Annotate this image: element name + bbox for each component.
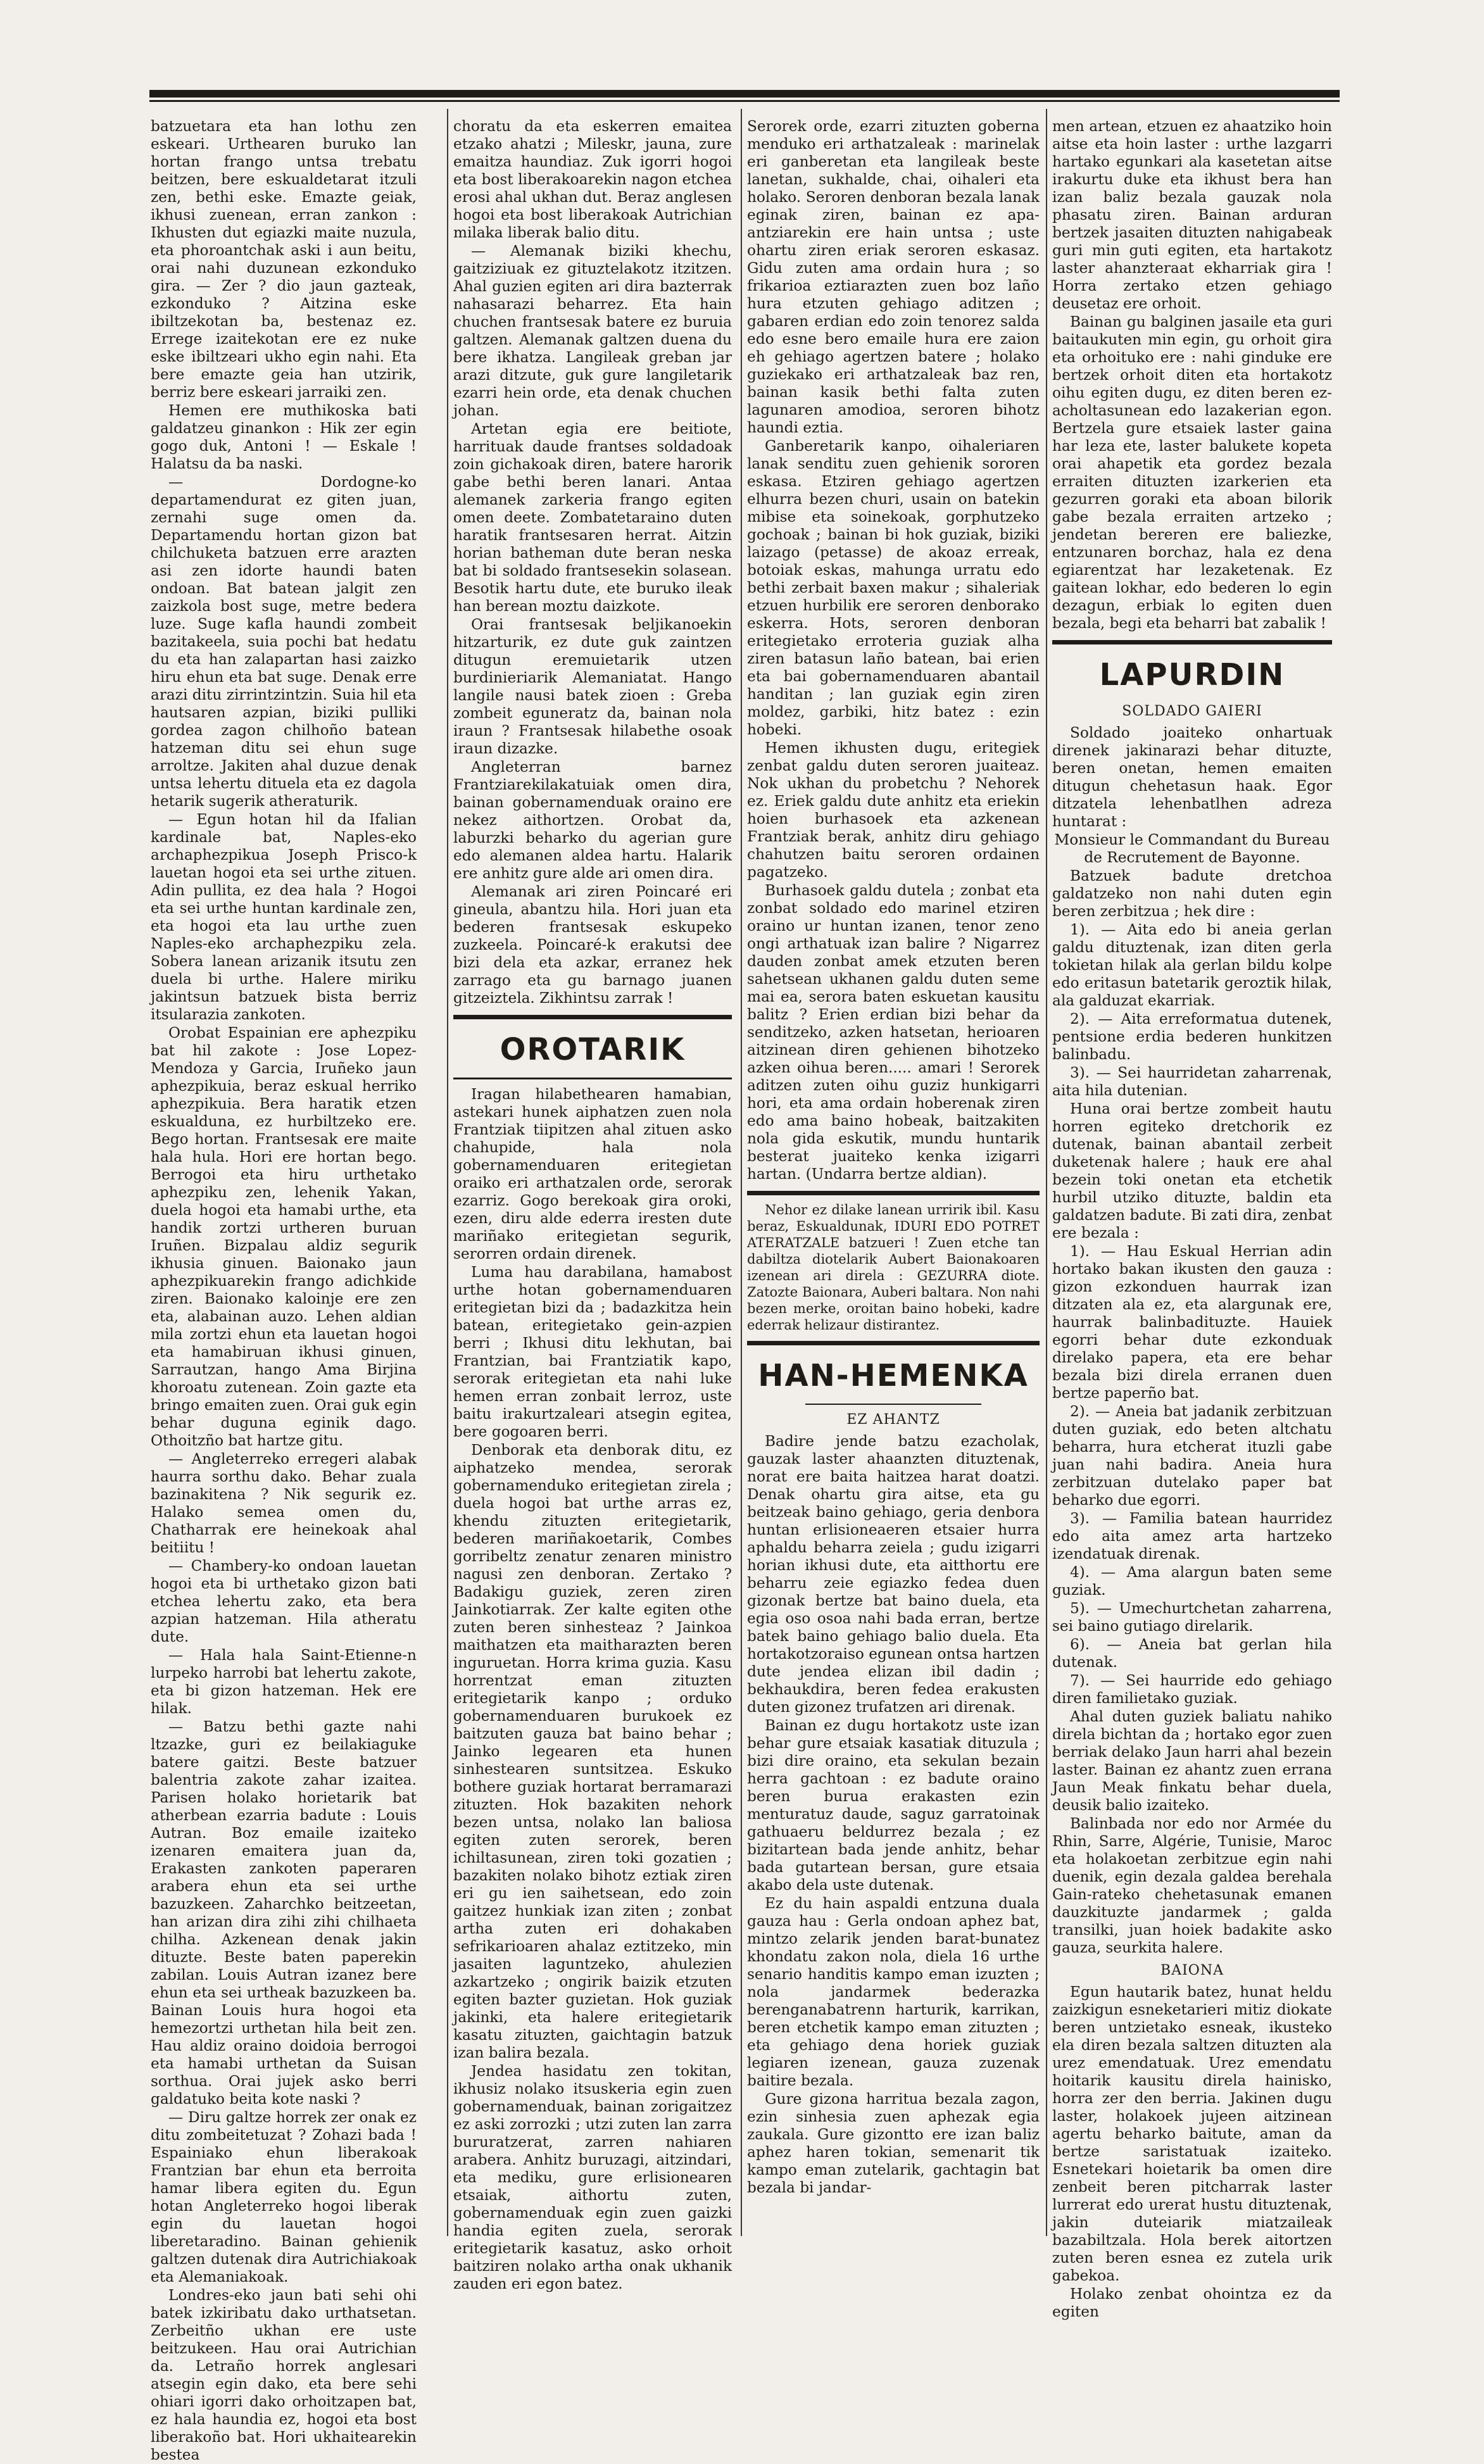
paragraph: — Alemanak biziki khechu, gaitziziuak ez gituztelakotz itzitzen. Ahal guzien egiten ari dira bazterrak nahasarazi beharrez. Eta hain chuchen frantsesak batere ez buruia galtzen. Alemanak galtzen duena du bere ikhatza. Langileak greban jar arazi ditzute, guk gure langiletarik ezarri hein orde, eta denak chuchen johan. bbox=[453, 242, 732, 419]
paragraph: 1). — Aita edo bi aneia gerlan galdu dituztenak, izan diten gerla tokietan hilak ala gerlan bildu kolpe edo eritasun batetarik geroztik hilak, ala galduzat ekarriak. bbox=[1052, 921, 1332, 1009]
paragraph: Serorek orde, ezarri zituzten goberna menduko eri arthatzaleak : marinelak eri ganberetan eta langileak beste lanetan, sukhalde, chai, oihaleri eta holako. Seroren denboran bezala lanak eginak ziren, bainan ez apa-antziarekin ere hain untsa ; uste ohartu ziren eriak seroren eskasaz. Gidu zuten ama ordain hura ; so frikarioa eztiarazten zuen boz laño hura etzuten gehiago aditzen ; gabaren erdian edo zoin tenorez salda edo esne bero emaile hura ere zaion eh gehiago agertzen batere ; holako guziekako eri arthatzaleak baz ren, bainan kasik bethi falta zuten lagunaren amodioa, seroren bihotz haundi eztia. bbox=[747, 118, 1040, 436]
paragraph: Huna orai bertze zombeit hautu horren egiteko dretchorik ez dutenak, bainan abantail zerbeit duketenak halere ; hauk ere ahal bezein toki onetan eta etchetik hurbil utziko dituzte, baldin eta galdatzen badute. Bi zati dira, zenbat ere bezala : bbox=[1052, 1100, 1332, 1241]
header-rule bbox=[149, 90, 1340, 97]
paragraph: Burhasoek galdu dutela ; zonbat eta zonbat soldado edo marinel etziren oraino ur huntan izanen, tenor zeno ongi arthatuak izan balire ? Nigarrez dauden zonbat amek etzuten beren sahetsean ukhanen galdu duten seme mai ea, serora baten eskuetan kausitu balitz ? Erien erdian bizi behar da senditzeko, azken hatsetan, herioaren aitzinean diren gehienen bihotzeko azken oihua beren..... amari ! Serorek aditzen zuten oihu guziz hunkigarri hori, eta ama ordain hoberenak ziren edo ama baino hobeak, baitzakiten nola gida eskutik, mundu huntarik besterat juaiteko kenka izigarri hartan. (Undarra bertze aldian). bbox=[747, 882, 1040, 1183]
section-rule bbox=[453, 1078, 732, 1079]
paragraph: 7). — Sei haurride edo gehiago diren familietako guziak. bbox=[1052, 1672, 1332, 1707]
paragraph: — Hala hala Saint-Etienne-n lurpeko harrobi bat lehertu zakote, eta bi gizon hatzeman. Hek ere hilak. bbox=[151, 1647, 417, 1717]
paragraph: Luma hau darabilana, hamabost urthe hotan gobernamenduaren eritegietan bizi da ; badazkitza hein batean, eritegietako gein-azpien berri ; Ikhusi ditu lekhutan, bai Frantzian, bai Frantziatik kapo, serorak eritegietan eta nahi luke hemen erran zonbait lerroz, uste baitu irakurtzaleari atsegin egitea, bere gogoaren berri. bbox=[453, 1264, 732, 1440]
paragraph: — Angleterreko erregeri alabak haurra sorthu dako. Behar zuala bazinakitena ? Nik segurik ez. Halako semea omen du, Chatharrak ere heinekoak ahal beitiitu ! bbox=[151, 1450, 417, 1556]
subheading-baiona: BAIONA bbox=[1160, 1963, 1224, 1978]
column-4 bbox=[1052, 118, 1332, 2320]
column-2 bbox=[453, 118, 732, 2292]
paragraph: — Egun hotan hil da Ifalian kardinale bat, Naples-eko archaphezpikua Joseph Prisco-k lauetan hogoi eta sei urthe zituen. Adin pullita, ez dea hala ? Hogoi eta sei urthe huntan kardinale zen, eta hogoi eta lau urthe zuen Naples-eko archaphezpiku zela. Sobera lanean arizanik itsutu zen duela bi urthe. Halere miriku jakintsun batzuek bista berriz itsularazia zankoten. bbox=[151, 811, 417, 1023]
paragraph: Angleterran barnez Frantziarekilakatuiak omen dira, bainan gobernamenduak oraino ere nekez aithortzen. Orobat da, laburzki beharko du agerian gure edo alemanen aldea hartu. Halarik ere anhitz gure alde ari omen dira. bbox=[453, 758, 732, 882]
paragraph: Ez du hain aspaldi entzuna duala gauza hau : Gerla ondoan aphez bat, mintzo zelarik jenden barat-bunatez khondatu zakon nola, diela 16 urthe senario handitis kampo eman izuzten ; nola jandarmek bederazka berenganabatrenn harturik, karrikan, beren etchetik kampo eman zituzten ; eta gehiago dena horiek guziak legiaren izenean, gauza zuzenak baitire bezala. bbox=[747, 1895, 1040, 2089]
paragraph: Bainan gu balginen jasaile eta guri baitaukuten min egin, gu orhoit gira eta orhoituko ere : nahi ginduke ere bertzek orhoit diten eta hortakotz oihu egiten dugu, ez diten beren ez-acholtasunean edo lazakerian egon. Bertzela gure etsaiek laster gaina har leza ete, laster balukete kopeta orai ahapetik eta gordez bezala erraiten dituzten izarkerien eta gezurren goraki eta aboan bilorik gabe bezala erraiten artzeko ; jendetan bereren ere baliezke, entzunaren borchaz, hala ez dena egiarentzat har lezaketenak. Ez gaitean lokhar, edo bederen lo egin dezagun, erbiak lo egiten duen bezala, begi eta beharri bat zabalik ! bbox=[1052, 313, 1332, 632]
paragraph: Ahal duten guziek baliatu nahiko direla bichtan da ; hortako egor zuen berriak delako Jaun harri ahal bezein laster. Bainan ez ahantz zuen errana Jaun Meak finkatu behar duela, deusik balio izaiteko. bbox=[1052, 1708, 1332, 1814]
paragraph: Holako zenbat ohointza ez da egiten bbox=[1052, 2285, 1332, 2320]
paragraph: 3). — Familia batean haurridez edo aita amez arta hartzeko izendatuak direnak. bbox=[1052, 1510, 1332, 1562]
paragraph: Jendea hasidatu zen tokitan, ikhusiz nolako itsuskeria egin zuen gobernamenduak, bainan zorigaitzez ez aski zorrozki ; utzi zuten lan zarra bururatzerat, zarren nahiaren arabera. Anhitz buruzagi, aitzindari, eta mediku, gure erlisionearen etsaiak, aithortu zuten, gobernamenduak egin zuen gaizki handia egiten zuela, serorak eritegietarik kasatuz, asko orhoit baitziren nolako artha onak ukhanik zauden eri egon batez. bbox=[453, 2063, 732, 2292]
paragraph: Hemen ikhusten dugu, eritegiek zenbat galdu duten seroren juaiteaz. Nok ukhan du probetchu ? Nehorek ez. Eriek galdu dute anhitz eta eriekin hoien burhasoek eta azkenean Frantziak berak, anhitz diru gehiago chahutzen baitu seroren ordainen pagatzeko. bbox=[747, 739, 1040, 881]
paragraph: Egun hautarik batez, hunat heldu zaizkigun esneketarieri mitiz diokate beren untzietako esneak, ikusteko ela diren bezala saltzen dituzten ala urez emendatuak. Urez emendatu hoitarik kausitu direla hainisko, horra zer den berria. Jakinen dugu laster, holakoek jujeen aitzinean agertu beharko baitute, aman da bertze saristatuak izaiteko. Esnetekari hoietarik ba omen dire zenbeit beren pitcharrak laster lurrerat edo urerat hustu dituztenak, jakin duteiarik miatzaileak bazabiltzala. Hola berek aitortzen zuten beren esnea ez zutela urik gabekoa. bbox=[1052, 1983, 1332, 2284]
section-heading-han-hemenka: HAN-HEMENKA bbox=[758, 1358, 1029, 1393]
paragraph: Soldado joaiteko onhartuak direnek jakinarazi behar dituzte, beren onetan, hemen emaiten ditugun chehetasun haak. Egor ditzatela lehenbatlhen adreza huntarat : bbox=[1052, 724, 1332, 830]
paragraph: 4). — Ama alargun baten seme guziak. bbox=[1052, 1564, 1332, 1599]
column-divider bbox=[1046, 109, 1047, 2236]
paragraph: Balinbada nor edo nor Armée du Rhin, Sarre, Algérie, Tunisie, Maroc eta holakoetan zerbitzue egin nahi duenik, egin dezala galdea berehala Gain-rateko chehetasunak emanen dauzkituzte jandarmek ; galda transilki, juan hoiek badakite asko gauza, seurkita halere. bbox=[1052, 1815, 1332, 1956]
column-3 bbox=[747, 118, 1040, 2232]
paragraph: Bainan ez dugu hortakotz uste izan behar gure etsaiak kasatiak dituzula ; bizi dire oraino, eta sekulan bezain herra gachtoan : ez badute oraino beren burua erakasten ezin menturatuz daude, saguz garratoinak gathuaeru beldurrez bezala ; ez bizitartean bada jende anhitz, behar bada gutartean bersan, gure etsaia akabo dela uste dutenak. bbox=[747, 1717, 1040, 1894]
header-rule-thin bbox=[149, 100, 1340, 102]
column-divider bbox=[447, 109, 448, 2236]
section-heading-lapurdin: LAPURDIN bbox=[1099, 657, 1285, 693]
paragraph: Batzuek badute dretchoa galdatzeko non nahi duten egin beren zerbitzua ; hek dire : bbox=[1052, 867, 1332, 920]
section-heading-orotarik: OROTARIK bbox=[500, 1032, 686, 1067]
subheading-soldado-gaieri: SOLDADO GAIERI bbox=[1122, 703, 1262, 719]
address-line: Monsieur le Commandant du Bureau de Recrutement de Bayonne. bbox=[1054, 831, 1330, 866]
column-1 bbox=[151, 118, 417, 2463]
paragraph: 5). — Umechurtchetan zaharrena, sei baino gutiago direlarik. bbox=[1052, 1600, 1332, 1635]
paragraph: — Diru galtze horrek zer onak ez ditu zombeitetuzat ? Zohazi bada ! Espainiako ehun liberakoak Frantzian bar ehun eta berroita hamar libera egiten du. Egun hotan Angleterreko hogoi liberak egin du lauetan hogoi liberetaradino. Bainan gehienik galtzen dutenak dira Autrichiakoak eta Alemaniakoak. bbox=[151, 2109, 417, 2285]
paragraph: choratu da eta eskerren emaitea etzako ahatzi ; Mileskr, jauna, zure emaitza haundiaz. Zuk igorri hogoi eta bost liberakoarekin nagon etchea erosi ahal ukhan dut. Beraz anglesen hogoi eta bost liberakoak Autrichian milaka liberak balio ditu. bbox=[453, 118, 732, 241]
section-rule bbox=[453, 1015, 732, 1019]
column-divider bbox=[741, 109, 742, 2236]
section-rule bbox=[747, 1341, 1040, 1345]
paragraph: — Dordogne-ko departamendurat ez giten juan, zernahi suge omen da. Departamendu hortan gizon bat chilchuketa batzuen erre arazten asi zen idorte haundi baten ondoan. Bat batean jalgit zen zaizkola bost suge, metre bedera luze. Suge kafla haundi zombeit bazitakeela, suia pochi bat hedatu du eta han zalapartan hasi zaizko hiru ehun eta bat suge. Denak erre arazi ditu zirrintzintzin. Suia hil eta hautsaren azpian, biziki pulliki gordea zagon chilhoño batean hatzeman ditu sei ehun suge arroltze. Jakiten ahal duzue denak untsa lehertu dituela eta ez dagola hetarik sugerik atheraturik. bbox=[151, 474, 417, 810]
paragraph: Hemen ere muthikoska bati galdatzeu ginankon : Hik zer egin gogo duk, Antoni ! — Eskale ! Halatsu da ba naski. bbox=[151, 402, 417, 472]
paragraph: 2). — Aneia bat jadanik zerbitzuan duten guziak, edo beten altchatu beharra, hura etcherat ituzli gabe juan nahi badira. Aneia hura zerbitzuan dutelako paper bat beharko due egorri. bbox=[1052, 1403, 1332, 1509]
section-rule bbox=[1052, 640, 1332, 644]
paragraph: Orobat Espainian ere aphezpiku bat hil zakote : Jose Lopez-Mendoza y Garcia, Iruñeko jaun aphezpikuia, beraz eskual herriko aphezpikuia. Bera haratik etzen eskualduna, ez hurbiltzeko ere. Bego hortan. Frantsesak ere maite hala hula. Hori ere hortan bego. Berrogoi eta hiru urthetako aphezpiku zen, lehenik Yakan, duela hogoi eta hamabi urthe, eta handik zortzi urtheren buruan Iruñen. Bizpalau aldiz segurik ikhusia ginuen. Baionako jaun aphezpikuarekin frango adichkide ziren. Baionako kaloinje ere zen eta, alabainan auzo. Lehen aldian mila zortzi ehun eta lauetan hogoi eta hamabiruan ikhusi ginuen, Sarrautzan, hango Ama Birjina khoroatu zutenean. Zoin gazte eta bringo emaiten zuen. Orai guk egin behar duguna eginik dago. Othoitzño bat hartze gitu. bbox=[151, 1024, 417, 1449]
subheading-ez-ahantz: EZ AHANTZ bbox=[846, 1412, 940, 1428]
paragraph: 1). — Hau Eskual Herrian adin hortako bakan ikusten den gauza : gizon ezkonduen haurrak izan ditzaten ala ez, eta alargunak ere, haurrak balinbadituzte. Hauiek egorri behar dute ezkonduak direlako papera, eta ere behar bezala bizi direla erranen duen bertze paperño bat. bbox=[1052, 1243, 1332, 1402]
paragraph: Ganberetarik kanpo, oihaleriaren lanak senditu zuen gehienik sororen eskasa. Etziren gehiago agertzen elhurra bezen churi, usain on batekin mibise eta soinekoak, gorphutzeko gochoak ; bainan bi hok guziak, biziki laizago (petasse) de akoaz erreak, botoiak eskas, mahunga urratu edo bethi zerbait baxen makur ; sihaleriak etzuen hurbilik ere seroren denborako eskerra. Hots, seroren denboran eritegietako erroteria guziak alha ziren batasun laño batean, bai erien eta bai gobernamenduaren abantail handitan ; lan guziak egin ziren moldez, garbiki, hitz batez : ezin hobeki. bbox=[747, 437, 1040, 738]
paragraph: Denborak eta denborak ditu, ez aiphatzeko mendea, serorak gobernamenduko eritegietan zirela ; duela hogoi bat urthe arras ez, khendu zituzten eritegietarik, bederen mariñakoetarik, Combes gorribeltz zenatur zenaren ministro nagusi zen denboran. Zertako ? Badakigu guziek, zeren ziren Jainkotiarrak. Zer kalte egiten othe zuten beren sinhesteaz ? Jainkoa maithatzen eta maitharazten beren inguruetan. Horra krima guzia. Kasu horrentzat eman zituzten eritegietarik kanpo ; orduko gobernamenduaren burukoek ez baitzuten gauza bat baino behar ; Jainko legearen eta hunen sinhestearen suntsitzea. Eskuko bothere guziak hortarat berramarazi zituzten. Hok bazakiten nehork bezen untsa, nolako lan baliosa egiten zuten serorek, beren ichiltasunean, ziren toki gozatien ; bazakiten nolako bihotz eztiak ziren eri gu ien saihetsean, edo zoin gaitzez hunkiak izan ziten ; zonbat artha zuten eri dohakaben sefrikarioaren ahalaz eztitzeko, min jasaiten laguntzeko, ahulezien azkartzeko ; ongirik baizik etzuten egiten bazter guzietan. Hok guziak jakinki, eta halere eritegietarik kasatu zituzten, gaichtagin batzuk izan balira bezala. bbox=[453, 1442, 732, 2061]
paragraph: Gure gizona harritua bezala zagon, ezin sinhesia zuen aphezak egia zaukala. Gure gizontto ere izan baliz aphez haren tokian, semenarit tik kampo eman zutelarik, gachtagin bat bezala bi jandar- bbox=[747, 2090, 1040, 2196]
section-rule bbox=[747, 1191, 1040, 1195]
section-rule bbox=[805, 1404, 981, 1405]
paragraph: 6). — Aneia bat gerlan hila dutenak. bbox=[1052, 1636, 1332, 1671]
paragraph: batzuetara eta han lothu zen eskeari. Urthearen buruko lan hortan frango untsa trebatu beitzen, bere eskualdetarat itzuli zen, bethi eske. Emazte geiak, ikhusi zuenean, erran zankon : Ikhusten dut egiazki maite nuzula, eta phoroantchak aski i aun beitu, orai nahi duzunean ezkonduko gira. — Zer ? dio jaun gazteak, ezkonduko ? Aitzina eske ibiltzekotan ba, bestenaz ez. Errege izaitekotan ere ez nuke eske ibiltzeari ukho egin nahi. Eta bere emazte geia han utzirik, berriz bere eskeari jarraiki zen. bbox=[151, 118, 417, 401]
paragraph: Iragan hilabethearen hamabian, astekari hunek aiphatzen zuen nola Frantziak tiipitzen ahal zituen asko chahupide, hala nola gobernamenduaren eritegietan oraiko eri arthatzalen orde, serorak ezarriz. Gogo berekoak gira oroki, ezen, diru alde ederra iresten dute mariñako eritegietan segurik, serorren ordain direnek. bbox=[453, 1086, 732, 1262]
paragraph: Badire jende batzu ezacholak, gauzak laster ahaanzten dituztenak, norat ere baita haitzea harat doatzi. Denak ohartu gira aitse, eta gu beitzeak baino gehiago, geria denbora huntan erlisioneaeren etsaier hurra aphaldu beharra zeiela ; gudu izigarri horian ikhusi dute, eta aitthortu ere beharru zeie egiazko fedea duen gizonak bertze bat baino duela, eta egia oso osoa nahi bada erran, bertze batek baino gehiago balio duela. Eta hortakotzoraiso egunean ontsa hartzen dute jendea elizan ibil dadin ; bekhaukdira, beren fedea erakusten duten gizonez trufatzen ari direnak. bbox=[747, 1433, 1040, 1716]
paragraph: 2). — Aita erreformatua dutenek, pentsione erdia bederen hunkitzen balinbadu. bbox=[1052, 1010, 1332, 1063]
paragraph: Alemanak ari ziren Poincaré eri gineula, abantzu hila. Hori juan eta bederen frantsesak eskupeko zuzkeela. Poincaré-k erakutsi dee bizi dela eta azkar, erranez hek zarrago eta gu barnago juanen gitzeiztela. Zikhintsu zarrak ! bbox=[453, 883, 732, 1007]
paragraph: 3). — Sei haurridetan zaharrenak, aita hila dutenian. bbox=[1052, 1064, 1332, 1099]
photographer-notice: Nehor ez dilake lanean urririk ibil. Kasu beraz, Eskualdunak, IDURI EDO POTRET ATERATZALE batzueri ! Zuen etche tan dabiltza diotelarik Aubert Baionakoaren izenean ari direla : GEZURRA diote. Zatozte Baionara, Auberi baltara. Non nahi bezen merke, oroitan baino hobeki, kadre ederrak helizaur distirantez. bbox=[747, 1202, 1040, 1333]
paragraph: Orai frantsesak beljikanoekin hitzarturik, ez dute guk zaintzen ditugun eremuietarik utzen burdinieriarik Alemaniatat. Hango langile nausi batek zioen : Greba zombeit eguneratz da, bainan nola iraun ? Frantsesak hilabethe osoak iraun dizazke. bbox=[453, 616, 732, 757]
paragraph: — Batzu bethi gazte nahi ltzazke, guri ez beilakiaguke batere gaitzi. Beste batzuer balentria zakote zahar izaitea. Parisen holako horietarik bat atherbean ezarria badute : Louis Autran. Boz emaile izaiteko izenaren emaitera juan da, Erakasten zankoten paperaren arabera ehun eta sei urthe bazuzkeen. Zaharchko beitzeetan, han arizan dira zihi zihi chilhaeta chilha. Azkenean denak jakin dituzte. Beste baten paperekin zabilan. Louis Autran izanez bere ehun eta sei urtheak bazuzkeen ba. Bainan Louis hura hogoi eta hemezortzi urthetan hila beit zen. Hau aldiz oraino doidoia berrogoi eta hamabi urthetan da Suisan sorthua. Orai jujek asko berri galdatuko beita kote naski ? bbox=[151, 1718, 417, 2108]
paragraph: men artean, etzuen ez ahaatziko hoin aitse eta hoin laster : urthe lazgarri hartako egunkari ala kasetetan aitse irakurtu duke eta ikhust bera han izan baliz bezala gauzak nola phasatu ziren. Bainan arduran bertzek jasaiten dituzten nahigabeak guri min guti egiten, eta hartakotz laster ahanzteraat ekharriak gira ! Horra zertako etzen gehiago deusetaz ere orhoit. bbox=[1052, 118, 1332, 312]
paragraph: Artetan egia ere beitiote, harrituak daude frantses soldadoak zoin gichakoak diren, batere harorik gabe bethi beren lanari. Antaa alemanek zarkeria frango egiten omen deete. Zombatetaraino duten haratik frantsesaren herrat. Aitzin horian batheman dute beran neska bat bi soldado frantsesekin solasean. Besotik hartu dute, ete buruko ileak han berean moztu daizkote. bbox=[453, 420, 732, 615]
paragraph: Londres-eko jaun bati sehi ohi batek izkiribatu dako urthatsetan. Zerbeitño ukhan ere uste beitzukeen. Hau orai Autrichian da. Letraño horrek anglesari atsegin egin dako, eta bere sehi ohiari igorri dako orhoitzapen bat, ez hala haundia ez, hogoi eta bost liberakoño bat. Hori ukhaitearekin bestea bbox=[151, 2287, 417, 2463]
paragraph: — Chambery-ko ondoan lauetan hogoi eta bi urthetako gizon bati etchea lehertu zako, eta bera azpian hatzeman. Hila atheratu dute. bbox=[151, 1557, 417, 1645]
